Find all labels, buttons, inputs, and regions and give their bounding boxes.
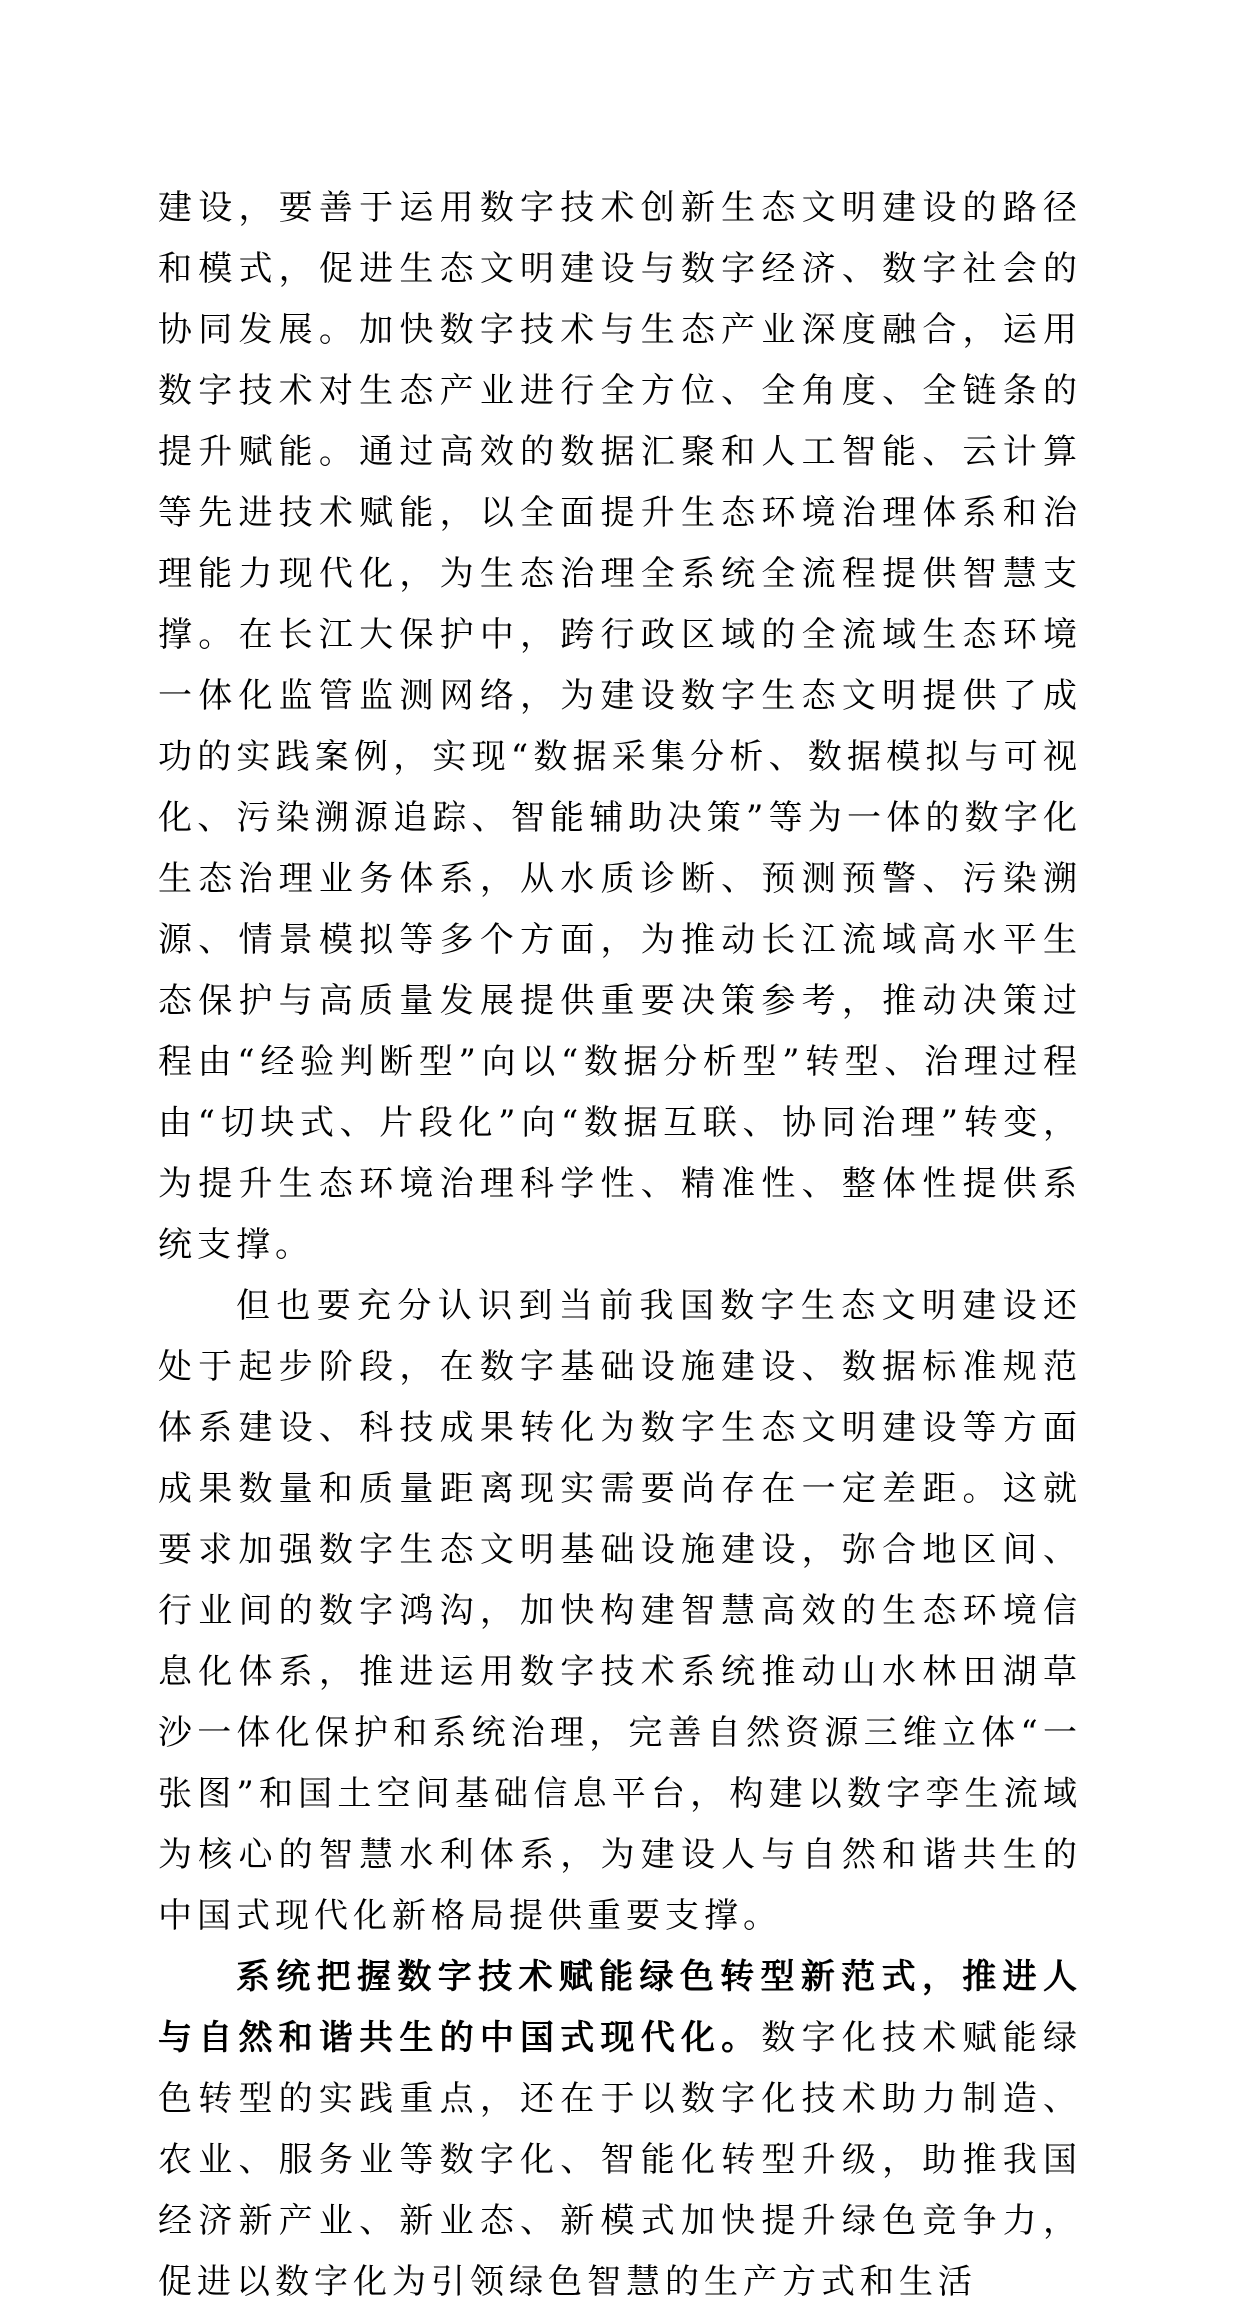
paragraph-2 [158,1276,1082,1947]
paragraph-3 [158,1947,1082,2313]
paragraph-1 [158,178,1082,1276]
paragraph-2-text: 但也要充分认识到当前我国数字生态文明建设还处于起步阶段，在数字基础设施建设、数据标准规范体系建设、科技成果转化为数字生态文明建设等方面成果数量和质量距离现实需要尚存在一定差距。这就要求加强数字生态文明基础设施建设，弥合地区间、行业间的数字鸿沟，加快构建智慧高效的生态环境信息化体系，推进运用数字技术系统推动山水林田湖草沙一体化保护和系统治理，完善自然资源三维立体“一张图”和国土空间基础信息平台，构建以数字孪生流域为核心的智慧水利体系，为建设人与自然和谐共生的中国式现代化新格局提供重要支撑。 [158,1286,1082,1936]
paragraph-3-lead: 系统把握数字技术赋能绿色转型新范式，推进人与自然和谐共生的中国式现代化。 [158,1957,1082,2058]
paragraph-3-text: 数字化技术赋能绿色转型的实践重点，还在于以数字化技术助力制造、农业、服务业等数字化、智能化转型升级，助推我国经济新产业、新业态、新模式加快提升绿色竞争力，促进以数字化为引领绿色智慧的生产方式和生活 [158,2018,1083,2302]
document-page [158,178,1083,2302]
paragraph-1-text: 建设，要善于运用数字技术创新生态文明建设的路径和模式，促进生态文明建设与数字经济、数字社会的协同发展。加快数字技术与生态产业深度融合，运用数字技术对生态产业进行全方位、全角度、全链条的提升赋能。通过高效的数据汇聚和人工智能、云计算等先进技术赋能，以全面提升生态环境治理体系和治理能力现代化，为生态治理全系统全流程提供智慧支撑。在长江大保护中，跨行政区域的全流域生态环境一体化监管监测网络，为建设数字生态文明提供了成功的实践案例，实现“数据采集分析、数据模拟与可视化、污染溯源追踪、智能辅助决策”等为一体的数字化生态治理业务体系，从水质诊断、预测预警、污染溯源、情景模拟等多个方面，为推动长江流域高水平生态保护与高质量发展提供重要决策参考，推动决策过程由“经验判断型”向以“数据分析型”转型、治理过程由“切块式、片段化”向“数据互联、协同治理”转变，为提升生态环境治理科学性、精准性、整体性提供系统支撑。 [158,188,1082,1265]
